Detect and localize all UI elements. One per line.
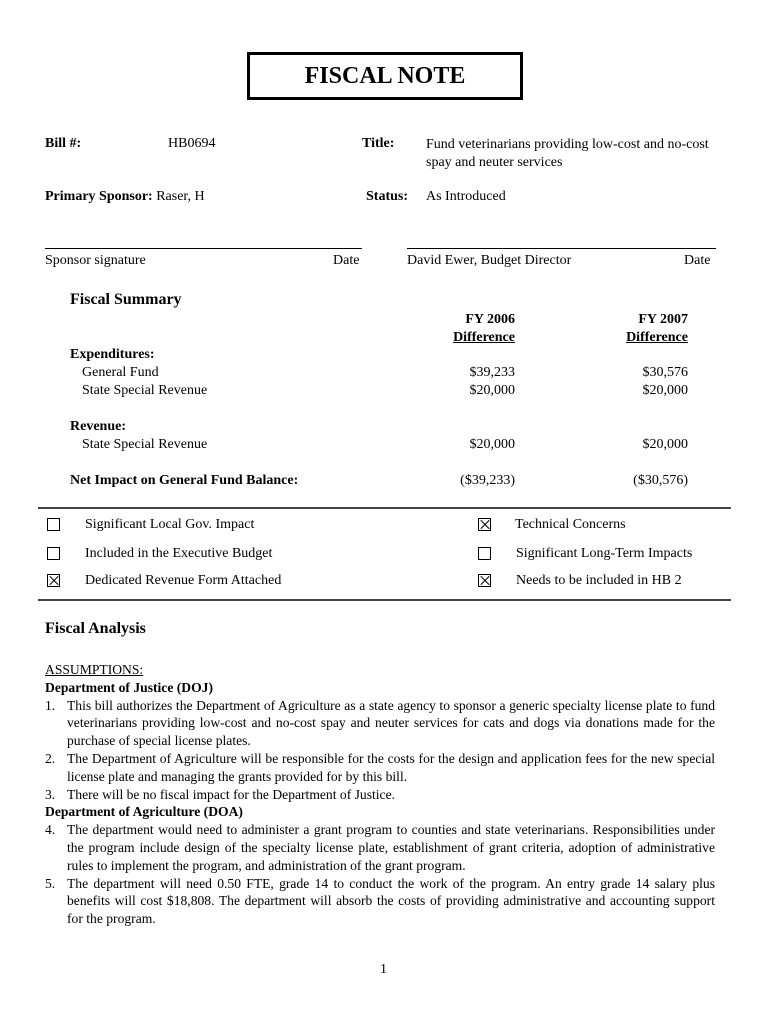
general-fund-label: General Fund [82,365,159,380]
ssr-revenue-fy2007: $20,000 [642,437,688,452]
list-number: 5. [45,875,56,891]
sponsor-row [45,189,205,205]
checkbox-executive-budget[interactable] [47,547,60,560]
list-item [45,821,715,874]
net-impact-fy2007: ($30,576) [633,473,688,488]
fy2006-header: FY 2006 [465,312,515,327]
status-value: As Introduced [426,189,506,204]
ssr-expenditure-fy2007: $20,000 [642,383,688,398]
ssr-revenue-fy2006: $20,000 [469,437,515,452]
list-item [45,750,715,786]
assumptions-heading: ASSUMPTIONS: [45,662,144,677]
net-impact-fy2006: ($39,233) [460,473,515,488]
sponsor-signature-label: Sponsor signature [45,253,146,268]
checkbox-dedicated-revenue[interactable] [47,574,60,587]
ssr-expenditure-fy2006: $20,000 [469,383,515,398]
fy2007-header: FY 2007 [638,312,688,327]
doa-heading: Department of Agriculture (DOA) [45,804,243,820]
list-item [45,786,715,804]
checkbox-hb2[interactable] [478,574,491,587]
list-text: The department will need 0.50 FTE, grade 14 to conduct the work of the program. An entry grade 14 salary plus benefits will cost $18,808. The department will absorb the costs of providing administrative and accounting support for the program. [67,875,715,927]
list-text: There will be no fiscal impact for the Department of Justice. [67,786,396,802]
checkbox-label-long-term-impacts: Significant Long-Term Impacts [516,546,693,561]
bill-value: HB0694 [168,136,216,151]
fy2006-difference-header: Difference [453,330,515,345]
divider-top [38,507,731,509]
list-text: The Department of Agriculture will be responsible for the costs for the design and application fees for the new special license plate and managing the grants provided for by this bill. [67,750,715,784]
checkbox-local-gov-impact[interactable] [47,518,60,531]
list-number: 2. [45,750,56,766]
sponsor-value: Raser, H [156,189,205,204]
ssr-revenue-label: State Special Revenue [82,437,208,452]
list-number: 1. [45,697,56,713]
page-number: 1 [380,962,387,977]
checkbox-label-technical-concerns: Technical Concerns [515,517,626,532]
list-item [45,697,715,750]
fy2007-difference-header: Difference [626,330,688,345]
bill-label: Bill #: [45,136,82,151]
fiscal-analysis-heading: Fiscal Analysis [45,620,146,637]
sponsor-label: Primary Sponsor: [45,189,153,204]
net-impact-label: Net Impact on General Fund Balance: [70,473,299,488]
title-label: Title: [362,136,395,151]
list-item [45,875,715,928]
revenue-label: Revenue: [70,419,126,434]
divider-bottom [38,599,731,601]
page-title: FISCAL NOTE [247,52,523,100]
expenditures-label: Expenditures: [70,347,155,362]
ssr-expenditure-label: State Special Revenue [82,383,208,398]
checkbox-long-term-impacts[interactable] [478,547,491,560]
list-number: 3. [45,786,56,802]
director-date-label: Date [684,253,711,268]
director-label: David Ewer, Budget Director [407,253,572,268]
checkbox-label-local-gov-impact: Significant Local Gov. Impact [85,517,255,532]
title-value: Fund veterinarians providing low-cost and no-cost spay and neuter services [426,137,709,170]
list-number: 4. [45,822,56,838]
checkbox-label-dedicated-revenue: Dedicated Revenue Form Attached [85,573,282,588]
sponsor-date-label: Date [333,253,360,268]
checkbox-label-hb2: Needs to be included in HB 2 [516,573,682,588]
list-text: This bill authorizes the Department of Agriculture as a state agency to sponsor a generic specialty license plate to fund veterinarians providing low-cost and no-cost spay and neuter services for cats and dogs via donations made for the purchase of special license plates. [67,697,715,749]
sponsor-signature-line [45,248,362,249]
general-fund-fy2006: $39,233 [469,365,515,380]
analysis-body [45,661,715,928]
checkbox-technical-concerns[interactable] [478,518,491,531]
doj-heading: Department of Justice (DOJ) [45,679,213,695]
general-fund-fy2007: $30,576 [642,365,688,380]
status-label: Status: [366,189,409,204]
fiscal-summary-heading: Fiscal Summary [70,291,182,308]
director-signature-line [407,248,716,249]
list-text: The department would need to administer a grant program to counties and state veterinarians. Responsibilities under the program include design of the specialty license plate, establishment of grant criteria, adoption of administrative rules to implement the program, and administration of the grant program. [67,822,715,873]
checkbox-label-executive-budget: Included in the Executive Budget [85,546,273,561]
